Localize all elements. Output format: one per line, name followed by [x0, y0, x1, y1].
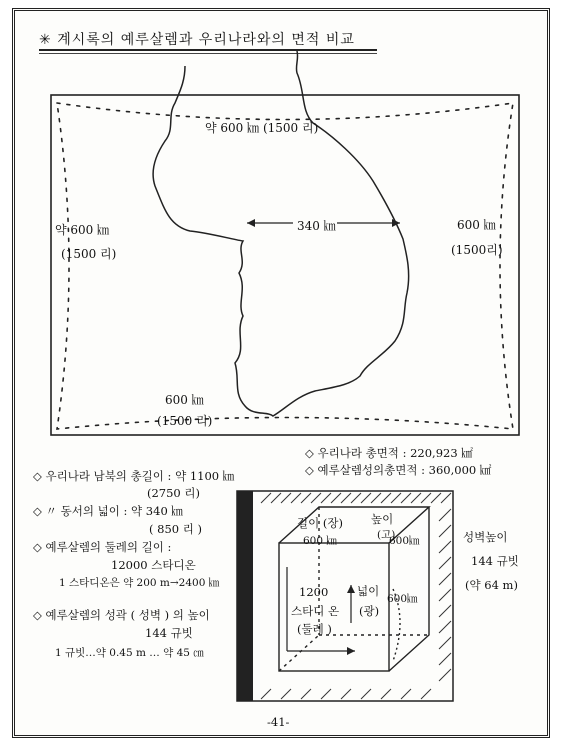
korea-length-li: (2750 리) — [147, 486, 201, 500]
cube-top-front-label: 600 ㎞ — [303, 535, 337, 547]
circ-arrowhead-icon — [347, 647, 355, 655]
document-page — [12, 8, 550, 738]
jerusalem-dashed-outline — [57, 103, 513, 429]
map-bottom-label-km: 600 ㎞ — [165, 393, 204, 407]
wall-height-approx: (약 64 m) — [465, 578, 518, 592]
cube-right-label: 600㎞ — [387, 593, 418, 605]
hatch-right — [439, 509, 451, 681]
korea-width: ◇ 〃 동서의 넓이 : 약 340 ㎞ — [33, 504, 183, 518]
korea-width-li: ( 850 리 ) — [149, 522, 202, 536]
hatch-bottom — [261, 689, 431, 699]
width-arrowhead-icon — [347, 585, 355, 593]
wall-height-value: 144 규빗 — [471, 554, 519, 568]
cube-width-label: 넓이 — [357, 584, 380, 598]
arrowhead-right-icon — [392, 219, 400, 227]
wall-value: 144 규빗 — [145, 626, 193, 640]
cube-circ-number: 1200 — [299, 585, 329, 599]
korea-length: ◇ 우리나라 남북의 총길이 : 약 1100 ㎞ — [33, 469, 235, 483]
map-frame — [51, 95, 519, 435]
map-center-label: 340 ㎞ — [297, 219, 336, 233]
cube-top-side-label: 600㎞ — [389, 535, 420, 547]
jerusalem-circumference: ◇ 예루살렘의 둘레의 길이 : — [33, 540, 172, 554]
korea-area: ◇ 우리나라 총면적 : 220,923 ㎢ — [305, 446, 473, 460]
wall-height-label: 성벽높이 — [463, 530, 508, 544]
circumference-value: 12000 스타디온 — [111, 558, 196, 572]
star-icon: ✳ — [39, 32, 52, 48]
cube-circ-paren: (둘레 ) — [297, 622, 332, 636]
map-right-label-li: (1500리) — [451, 243, 503, 257]
korea-outline — [153, 51, 409, 416]
cube-hidden-edge-3 — [279, 635, 319, 671]
map-left-label-km: 약 600 ㎞ — [55, 223, 110, 237]
map-top-label: 약 600 ㎞ (1500 리) — [205, 121, 319, 135]
map-bottom-label-li: (1500 리) — [157, 414, 213, 428]
cube-width-label-hanja: (광) — [359, 604, 380, 618]
jerusalem-area: ◇ 예루살렘성의총면적 : 360,000 ㎢ — [305, 463, 492, 477]
arrowhead-left-icon — [247, 219, 255, 227]
cubit-conversion: 1 규빗…약 0.45 m … 약 45 ㎝ — [55, 647, 204, 659]
dark-wall-strip — [237, 491, 253, 701]
map-left-label-li: (1500 리) — [61, 247, 117, 261]
page-number: -41- — [267, 715, 290, 729]
cube-height-label-hanja: (고) — [377, 529, 396, 541]
page-title-text: 계시록의 예루살렘과 우리나라와의 면적 비교 — [57, 32, 355, 48]
stadion-conversion: 1 스타디온은 약 200 m→2400 ㎞ — [59, 577, 220, 589]
cube-length-label: 길이 (장) — [297, 516, 343, 530]
cube-frame — [237, 491, 453, 701]
cube-height-label: 높이 — [371, 512, 394, 526]
cube-circ-unit: 스타디 온 — [291, 604, 340, 618]
hatch-top — [261, 493, 451, 503]
map-right-label-km: 600 ㎞ — [457, 218, 496, 232]
jerusalem-wall: ◇ 예루살렘의 성곽 ( 성벽 ) 의 높이 — [33, 608, 210, 622]
